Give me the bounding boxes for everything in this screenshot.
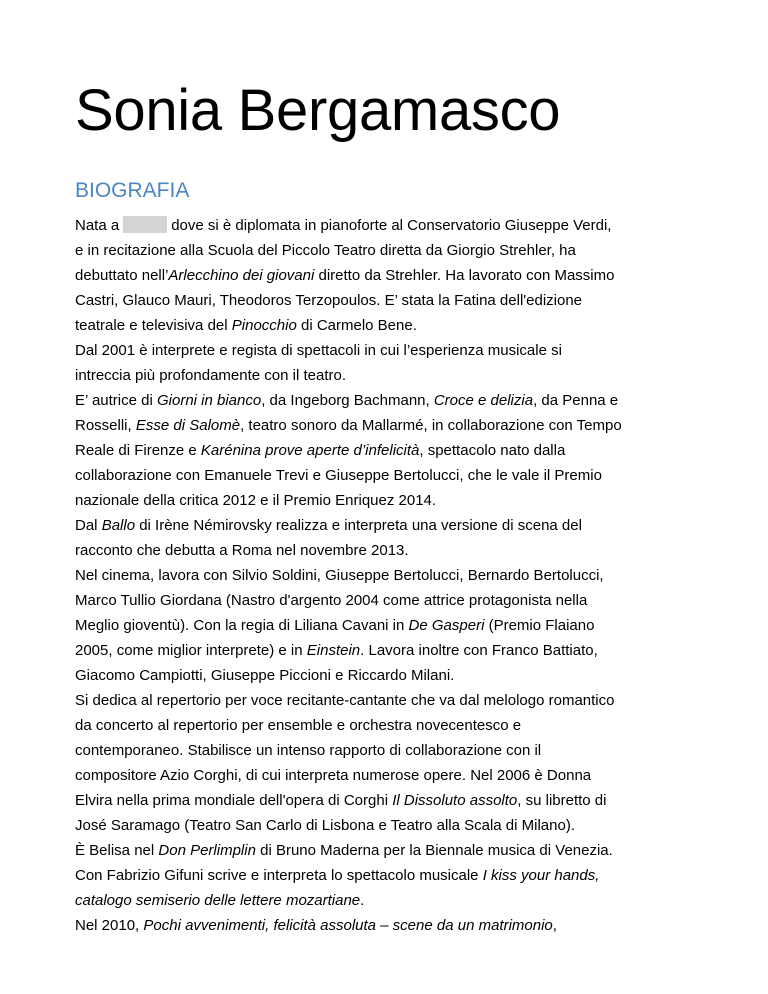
italic-title-text: Ballo [101, 517, 136, 534]
text-segment: contemporaneo. Stabilisce un intenso rapporto di collaborazione con il [75, 742, 542, 759]
text-segment: . [360, 892, 365, 909]
biography-text [75, 213, 695, 938]
text-segment: da concerto al repertorio per ensemble e orchestra novecentesco e [75, 717, 522, 734]
text-line [75, 663, 695, 688]
text-line [75, 213, 695, 238]
italic-title-text: Il Dissoluto assolto [392, 792, 518, 809]
text-segment: debuttato nell’ [75, 267, 169, 284]
text-segment: e in recitazione alla Scuola del Piccolo Teatro diretta da Giorgio Strehler, ha [75, 242, 576, 259]
redacted-text-block [123, 216, 167, 233]
text-line [75, 613, 695, 638]
italic-title-text: Karénina prove aperte d’infelicità [200, 442, 420, 459]
text-line [75, 263, 695, 288]
text-line [75, 563, 695, 588]
italic-title-text: De Gasperi [408, 617, 485, 634]
text-line [75, 863, 695, 888]
text-segment: collaborazione con Emanuele Trevi e Giuseppe Bertolucci, che le vale il Premio [75, 467, 602, 484]
text-line [75, 838, 695, 863]
text-segment: 2005, come miglior interprete) e in [75, 642, 307, 659]
text-line [75, 463, 695, 488]
text-line [75, 413, 695, 438]
text-segment: Dal [75, 517, 102, 534]
text-segment: Nel cinema, lavora con Silvio Soldini, Giuseppe Bertolucci, Bernardo Bertolucci, [75, 567, 604, 584]
text-segment: Si dedica al repertorio per voce recitante-cantante che va dal melologo romantico [75, 692, 615, 709]
section-heading-biografia: BIOGRAFIA [75, 179, 190, 202]
text-segment: , [552, 917, 557, 934]
text-line [75, 338, 695, 363]
text-line [75, 888, 695, 913]
italic-title-text: Don Perlimplin [158, 842, 256, 859]
text-line [75, 738, 695, 763]
text-line [75, 913, 695, 938]
text-segment: È Belisa nel [75, 842, 159, 859]
text-line [75, 588, 695, 613]
text-line [75, 788, 695, 813]
italic-title-text: Einstein [306, 642, 361, 659]
text-line [75, 713, 695, 738]
page-title: Sonia Bergamasco [75, 78, 561, 143]
text-line [75, 813, 695, 838]
text-line [75, 488, 695, 513]
text-line [75, 288, 695, 313]
text-segment: (Premio Flaiano [484, 617, 595, 634]
text-segment: Marco Tullio Giordana (Nastro d'argento 2004 come attrice protagonista nella [75, 592, 588, 609]
text-line [75, 513, 695, 538]
italic-title-text: catalogo semiserio delle lettere mozartiane [75, 892, 361, 909]
text-segment: Meglio gioventù). Con la regia di Liliana Cavani in [75, 617, 409, 634]
italic-title-text: Esse di Salomè [135, 417, 241, 434]
text-segment: , spettacolo nato dalla [419, 442, 566, 459]
text-segment: nazionale della critica 2012 e il Premio Enriquez 2014. [75, 492, 437, 509]
text-segment: E’ autrice di [75, 392, 157, 409]
text-segment: José Saramago (Teatro San Carlo di Lisbona e Teatro alla Scala di Milano). [75, 817, 575, 834]
text-segment: Nata a [75, 217, 120, 234]
text-line [75, 388, 695, 413]
text-segment: Giacomo Campiotti, Giuseppe Piccioni e Riccardo Milani. [75, 667, 455, 684]
text-line [75, 238, 695, 263]
text-segment: Reale di Firenze e [75, 442, 201, 459]
italic-title-text: Pinocchio [231, 317, 297, 334]
text-line [75, 763, 695, 788]
italic-title-text: Arlecchino dei giovani [168, 267, 315, 284]
text-segment: intreccia più profondamente con il teatro. [75, 367, 346, 384]
italic-title-text: Croce e delizia [433, 392, 534, 409]
text-segment: , da Penna e [533, 392, 619, 409]
text-segment: teatrale e televisiva del [75, 317, 232, 334]
text-segment: Nel 2010, [75, 917, 144, 934]
text-segment: di Irène Némirovsky realizza e interpreta una versione di scena del [135, 517, 582, 534]
italic-title-text: Giorni in bianco [156, 392, 262, 409]
text-segment: , su libretto di [517, 792, 607, 809]
text-segment: Castri, Glauco Mauri, Theodoros Terzopoulos. E’ stata la Fatina dell'edizione [75, 292, 583, 309]
text-segment: , teatro sonoro da Mallarmé, in collaborazione con Tempo [240, 417, 622, 434]
text-line [75, 688, 695, 713]
text-segment: Dal 2001 è interprete e regista di spettacoli in cui l’esperienza musicale si [75, 342, 562, 359]
italic-title-text: Pochi avvenimenti, felicità assoluta – scene da un matrimonio [143, 917, 553, 934]
text-segment: compositore Azio Corghi, di cui interpreta numerose opere. Nel 2006 è Donna [75, 767, 592, 784]
text-segment: Elvira nella prima mondiale dell'opera di Corghi [75, 792, 393, 809]
text-line [75, 538, 695, 563]
text-line [75, 363, 695, 388]
italic-title-text: I kiss your hands, [482, 867, 600, 884]
text-segment: di Bruno Maderna per la Biennale musica di Venezia. [255, 842, 613, 859]
text-segment: . Lavora inoltre con Franco Battiato, [360, 642, 598, 659]
text-segment: dove si è diplomata in pianoforte al Conservatorio Giuseppe Verdi, [171, 217, 612, 234]
text-segment: Con Fabrizio Gifuni scrive e interpreta lo spettacolo musicale [75, 867, 483, 884]
text-line [75, 313, 695, 338]
text-segment: racconto che debutta a Roma nel novembre 2013. [75, 542, 409, 559]
text-line [75, 638, 695, 663]
text-segment: di Carmelo Bene. [296, 317, 417, 334]
text-segment: diretto da Strehler. Ha lavorato con Massimo [314, 267, 615, 284]
text-segment: Rosselli, [75, 417, 136, 434]
text-segment: , da Ingeborg Bachmann, [261, 392, 434, 409]
text-line [75, 438, 695, 463]
